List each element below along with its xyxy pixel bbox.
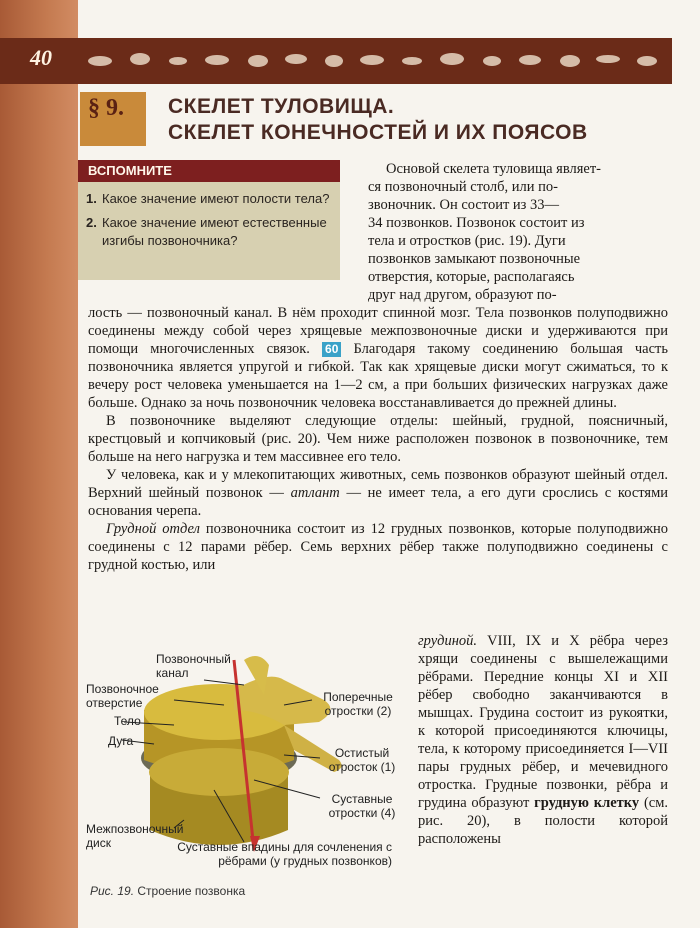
- text-run: — не имеет тела, а его дуги срослись с костями основания черепа.: [88, 485, 669, 519]
- caption-text: Строение позвонка: [137, 884, 246, 898]
- figure-caption: [90, 884, 245, 898]
- text-line: тела и отростков (рис. 19). Дуги: [368, 233, 566, 249]
- paragraph-intro-column: [368, 160, 668, 304]
- section-title-line2: СКЕЛЕТ КОНЕЧНОСТЕЙ И ИХ ПОЯСОВ: [168, 121, 588, 144]
- text-line: позвонков замыкают позвоночные: [368, 251, 581, 267]
- text-line: отверстия, которые, располагаясь: [368, 269, 575, 285]
- label-spinous: Остистый отросток (1): [328, 746, 396, 774]
- text-run: лость — позвоночный канал. В нём проходит спинной мозг. Тела позвонков полуподвижно соединены между собой через хрящевые межпозвоночные диски и удерживаются при помощи многочисленных связок.: [88, 305, 668, 357]
- question-badge: 60: [322, 342, 341, 357]
- side-column-text: [418, 632, 668, 848]
- question-text: Какое значение имеют естественные изгибы позвоночника?: [102, 215, 327, 248]
- label-transverse: Поперечные отростки (2): [323, 690, 393, 718]
- text-run: (см. рис. 20), в полости которой расположены: [418, 795, 669, 847]
- label-articular: Суставные отростки (4): [328, 792, 396, 820]
- page-number: 40: [30, 45, 52, 70]
- main-text: [88, 304, 668, 574]
- paragraph-sections: В позвоночнике выделяют следующие отделы: шейный, грудной, поясничный, крестцовый и копчиковый (рис. 20). Чем ниже расположен позвонок в позвоночнике, тем больше на него нагрузка и тем массивнее его тело.: [88, 413, 668, 465]
- label-vertebral-canal: Позвоночный канал: [156, 652, 231, 680]
- animal-silhouettes: [82, 45, 668, 75]
- text-line: 34 позвонков. Позвонок состоит из: [368, 215, 585, 231]
- text-line: Основой скелета туловища являет-: [386, 161, 602, 177]
- text-line: друг над другом, образуют по-: [368, 287, 557, 303]
- text-run: У человека, как и у млекопитающих животных, семь позвонков образуют шейный отдел. Верхний шейный позвонок —: [88, 467, 668, 501]
- caption-figure-number: Рис. 19.: [90, 884, 135, 898]
- label-vertebral-foramen: Позвоночное отверстие: [86, 682, 159, 710]
- term-sternum: грудиной.: [418, 633, 478, 649]
- paragraph-vertebra: [88, 304, 668, 412]
- section-number: § 9.: [88, 95, 124, 121]
- remember-question: [86, 190, 336, 208]
- label-body: Тело: [114, 714, 141, 728]
- paragraph-thoracic: [88, 520, 668, 574]
- side-strip: [0, 0, 78, 928]
- term-thoracic: Грудной отдел: [106, 521, 200, 537]
- question-text: Какое значение имеют полости тела?: [102, 191, 330, 206]
- question-number: 1.: [86, 191, 97, 206]
- label-arch: Дуга: [108, 734, 134, 748]
- text-run: позвоночника состоит из 12 грудных позвонков, которые полуподвижно соединены с 12 парами рёбер. Семь верхних рёбер также полуподвижно соединены с грудной костью, или: [88, 521, 668, 573]
- label-facets: Суставные впадины для сочленения с рёбрами (у грудных позвонков): [177, 840, 392, 868]
- remember-question: [86, 214, 336, 250]
- paragraph-cervical: [88, 466, 668, 520]
- section-title-line1: СКЕЛЕТ ТУЛОВИЩА.: [168, 95, 395, 118]
- paragraph-thoracic-cont: [418, 632, 668, 848]
- term-atlas: атлант: [290, 485, 340, 501]
- section-title: [168, 94, 588, 146]
- label-disc: Межпозвоночный диск: [86, 822, 184, 850]
- remember-list: [86, 190, 336, 256]
- text-run: Благодаря такому соединению большая часть позвоночника является упругой и гибкой. Так как хрящевые диски могут сжиматься, то к вечеру рост человека уменьшается на 1—2 см, а при больших физических нагрузках даже больше. Однако за ночь позвоночник человека восстанавливается до прежней длины.: [88, 341, 669, 411]
- text-line: звоночник. Он состоит из 33—: [368, 197, 560, 213]
- text-line: ся позвоночный столб, или по-: [368, 179, 559, 195]
- text-run: VIII, IX и X рёбра через хрящи соединены с вышележащими рёбрами. Передние концы XI и XII рёбер свободно заканчиваются в мышцах. Грудина состоит из рукоятки, к которой присоединяются ключицы, тела, к которому присоединяется I—VII пары грудных рёбер, и мечевидного отростка. Грудные позвонки, рёбра и грудина образуют: [418, 633, 669, 811]
- remember-title: ВСПОМНИТЕ: [78, 160, 340, 182]
- question-number: 2.: [86, 215, 97, 230]
- term-ribcage: грудную клетку: [534, 795, 640, 811]
